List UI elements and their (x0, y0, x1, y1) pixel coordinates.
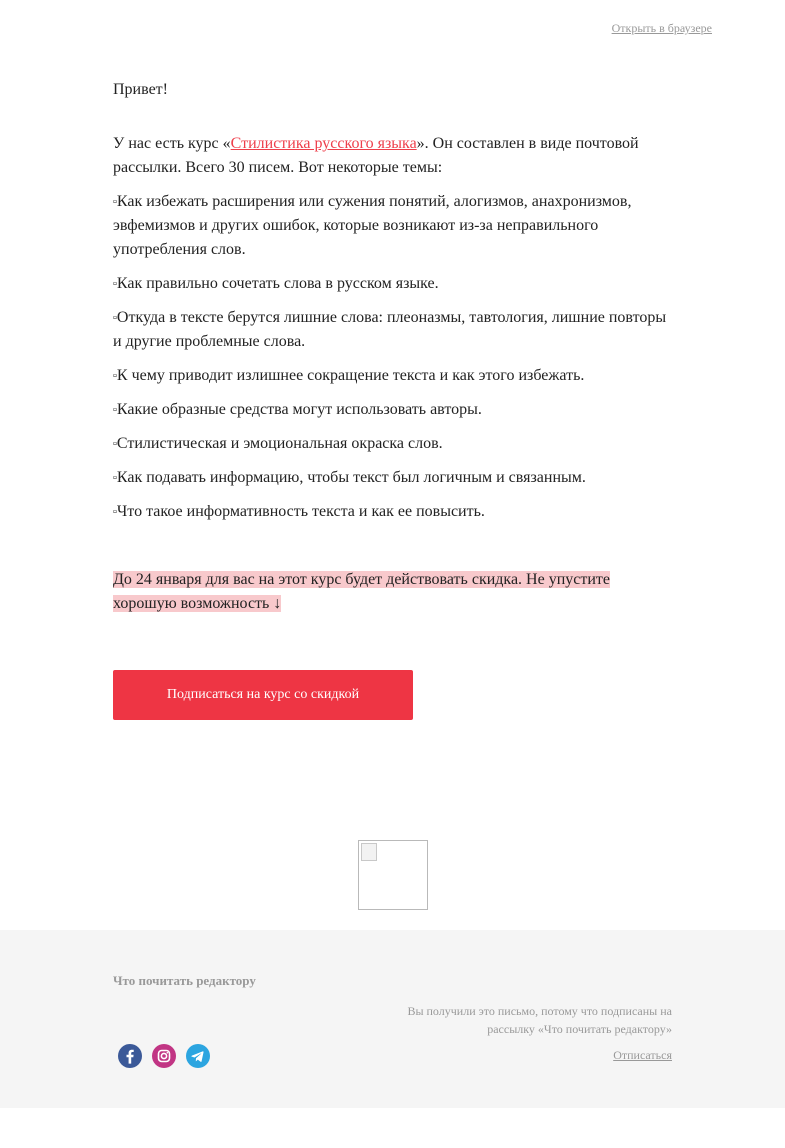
bullet-icon: ▫ (113, 438, 117, 450)
topic-text: Как подавать информацию, чтобы текст был логичным и связанным. (116, 469, 586, 486)
greeting: Привет! (113, 81, 168, 98)
bullet-icon: ▫ (113, 196, 117, 208)
list-item (113, 466, 673, 490)
list-item (113, 190, 673, 262)
topic-text: Как избежать расширения или сужения понятий, алогизмов, анахронизмов, эвфемизмов и других ошибок, которые возникают из-за неправильного употребления слов. (113, 193, 632, 258)
list-item (113, 306, 673, 354)
subscribe-discount-button[interactable]: Подписаться на курс со скидкой (113, 670, 413, 720)
social-links (118, 1044, 210, 1068)
course-link[interactable]: Стилистика русского языка (230, 135, 417, 152)
topic-text: Стилистическая и эмоциональная окраска слов. (116, 435, 443, 452)
bullet-icon: ▫ (113, 312, 117, 324)
list-item (113, 364, 673, 388)
promo-text (113, 568, 673, 616)
topic-text: К чему приводит излишнее сокращение текста и как этого избежать. (116, 367, 585, 384)
topic-text: Откуда в тексте берутся лишние слова: плеоназмы, тавтология, лишние повторы и другие проблемные слова. (113, 309, 667, 350)
email-body (113, 78, 673, 616)
open-in-browser-link[interactable]: Открыть в браузере (611, 21, 712, 35)
instagram-icon[interactable] (152, 1044, 176, 1068)
intro-paragraph (113, 132, 673, 180)
topic-text: Что такое информативность текста и как ее повысить. (116, 503, 485, 520)
intro-text-after: ». Он составлен в виде почтовой рассылки. Всего 30 писем. Вот некоторые темы: (113, 135, 639, 176)
bullet-icon: ▫ (113, 506, 117, 518)
bullet-icon: ▫ (113, 278, 117, 290)
footer-subscription-note: Вы получили это письмо, потому что подписаны на рассылку «Что почитать редактору» (407, 1004, 672, 1036)
topics-list (113, 190, 673, 524)
broken-image-icon (361, 843, 377, 861)
intro-text-before: У нас есть курс « (113, 135, 231, 152)
list-item (113, 398, 673, 422)
list-item (113, 500, 673, 524)
footer (0, 930, 785, 1108)
telegram-icon[interactable] (186, 1044, 210, 1068)
facebook-icon[interactable] (118, 1044, 142, 1068)
topic-text: Как правильно сочетать слова в русском языке. (116, 275, 439, 292)
unsubscribe-link[interactable]: Отписаться (613, 1048, 672, 1062)
bullet-icon: ▫ (113, 472, 117, 484)
footer-brand: Что почитать редактору (113, 973, 256, 988)
promo-highlight: До 24 января для вас на этот курс будет действовать скидка. Не упустите хорошую возможность ↓ (113, 571, 611, 612)
bullet-icon: ▫ (113, 404, 117, 416)
list-item (113, 432, 673, 456)
list-item (113, 272, 673, 296)
topic-text: Какие образные средства могут использовать авторы. (116, 401, 482, 418)
bullet-icon: ▫ (113, 370, 117, 382)
broken-logo-image (358, 840, 428, 910)
